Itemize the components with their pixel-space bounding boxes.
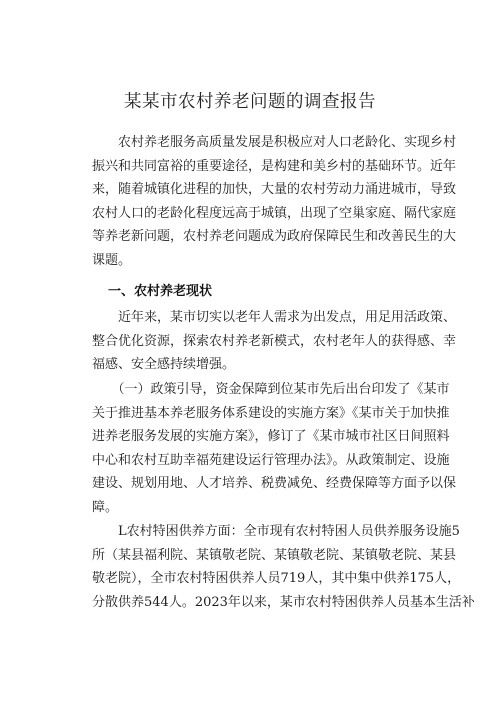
paragraph-line: 建设、规划用地、人才培养、税费减免、经费保障等方面予以保 — [92, 476, 457, 491]
paragraph-line: 所（某县福利院、某镇敬老院、某镇敬老院、某镇敬老院、某县 — [92, 547, 457, 563]
paragraph-line: 近年来，某市切实以老年人需求为出发点，用足用活政策、 — [92, 310, 457, 325]
intro-paragraph — [92, 131, 457, 272]
section1-paragraph — [92, 306, 457, 377]
paragraph-line: （一）政策引导，资金保障到位某市先后出台印发了《某市 — [92, 382, 450, 397]
policy-paragraph — [92, 378, 457, 519]
paragraph-line: 关于推进基本养老服务体系建设的实施方案》《某市关于加快推 — [92, 405, 450, 421]
paragraph-line: 振兴和共同富裕的重要途径，是构建和美乡村的基础环节。近年 — [92, 158, 457, 174]
paragraph-line: 课题。 — [92, 252, 132, 268]
paragraph-line: L农村特困供养方面：全市现有农村特困人员供养服务设施5 — [92, 524, 460, 539]
paragraph-line: 来，随着城镇化进程的加快，大量的农村劳动力涌进城市，导致 — [92, 182, 457, 197]
paragraph-line: 农村人口的老龄化程度远高于城镇，出现了空巢家庭、隔代家庭 — [92, 205, 457, 221]
paragraph-line: 障。 — [92, 499, 119, 515]
document-title: 某某市农村养老问题的调查报告 — [124, 92, 376, 112]
paragraph-line: 敬老院），全市农村特困供养人员719人，其中集中供养175人， — [92, 571, 461, 586]
support-paragraph — [92, 520, 475, 614]
paragraph-line: 福感、安全感持续增强。 — [92, 357, 236, 372]
paragraph-line: 农村养老服务高质量发展是积极应对人口老龄化、实现乡村 — [92, 135, 457, 150]
section-heading: 一、农村养老现状 — [108, 284, 213, 299]
paragraph-line: 分散供养544人。2023年以来，某市农村特困供养人员基本生活补 — [92, 594, 475, 610]
paragraph-line: 中心和农村互助幸福苑建设运行管理办法》。从政策制定、设施 — [92, 452, 450, 468]
paragraph-line: 等养老新问题，农村养老问题成为政府保障民生和改善民生的大 — [92, 229, 457, 244]
paragraph-line: 进养老服务发展的实施方案》，修订了《某市城市社区日间照料 — [92, 429, 450, 444]
paragraph-line: 整合优化资源，探索农村养老新模式，农村老年人的获得感、幸 — [92, 333, 457, 349]
